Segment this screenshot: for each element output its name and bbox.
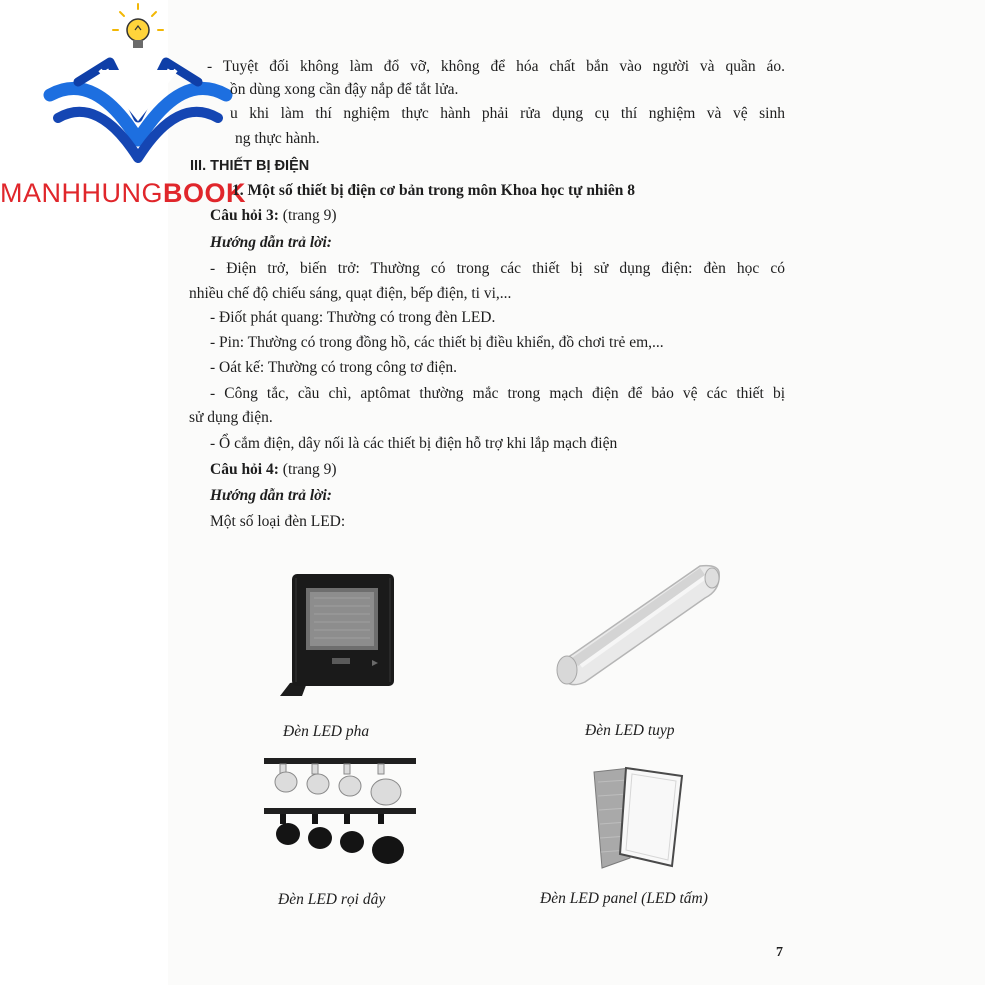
brand-logo-text: MANHHUNGBOOK [0,178,246,208]
led-floodlight-image [280,568,400,703]
led-track-light-image [262,756,418,868]
text-line-p3a: u khi làm thí nghiệm thực hành phải rửa dụng cụ thí nghiệm và vệ sinh [230,105,785,122]
text-line-p1: - Tuyệt đối không làm đổ vỡ, không để hóa chất bắn vào người và quần áo. [207,58,785,75]
caption-led-panel: Đèn LED panel (LED tấm) [540,890,708,907]
text-line-p3b: ng thực hành. [235,130,320,147]
answer-guide-heading-2: Hướng dẫn trả lời: [210,487,332,504]
question-4-title: Câu hỏi 4: (trang 9) [210,461,337,478]
question-3-title: Câu hỏi 3: (trang 9) [210,207,337,224]
text-line-a7: Một số loại đèn LED: [210,513,346,530]
page-number: 7 [776,945,783,960]
led-panel-image [590,762,690,872]
answer-guide-heading: Hướng dẫn trả lời: [210,234,332,251]
text-line-a4: - Oát kế: Thường có trong công tơ điện. [210,359,458,376]
caption-led-tube: Đèn LED tuyp [585,722,675,739]
text-line-a2: - Điốt phát quang: Thường có trong đèn LED. [210,309,496,326]
caption-led-track-light: Đèn LED rọi dây [278,891,386,908]
section-heading: III. THIẾT BỊ ĐIỆN [190,158,310,174]
text-line-a6: - Ổ cắm điện, dây nối là các thiết bị điện hỗ trợ khi lắp mạch điện [210,435,618,452]
text-line-a3: - Pin: Thường có trong đồng hồ, các thiết bị điều khiển, đồ chơi trẻ em,... [210,334,664,351]
caption-led-floodlight: Đèn LED pha [283,723,370,740]
text-line-p2: ồn dùng xong cần đậy nắp để tắt lửa. [230,81,459,98]
text-line-a5b: sử dụng điện. [189,409,273,426]
text-line-a5a: - Công tắc, cầu chì, aptômat thường mắc trong mạch điện để bảo vệ các thiết bị [210,385,785,402]
text-line-a1a: - Điện trở, biến trở: Thường có trong các thiết bị sử dụng điện: đèn học có [210,260,785,277]
subsection-heading: 1. Một số thiết bị điện cơ bản trong môn Khoa học tự nhiên 8 [232,182,635,199]
led-tube-image [555,562,725,694]
text-line-a1b: nhiều chế độ chiếu sáng, quạt điện, bếp điện, ti vi,... [189,285,512,302]
